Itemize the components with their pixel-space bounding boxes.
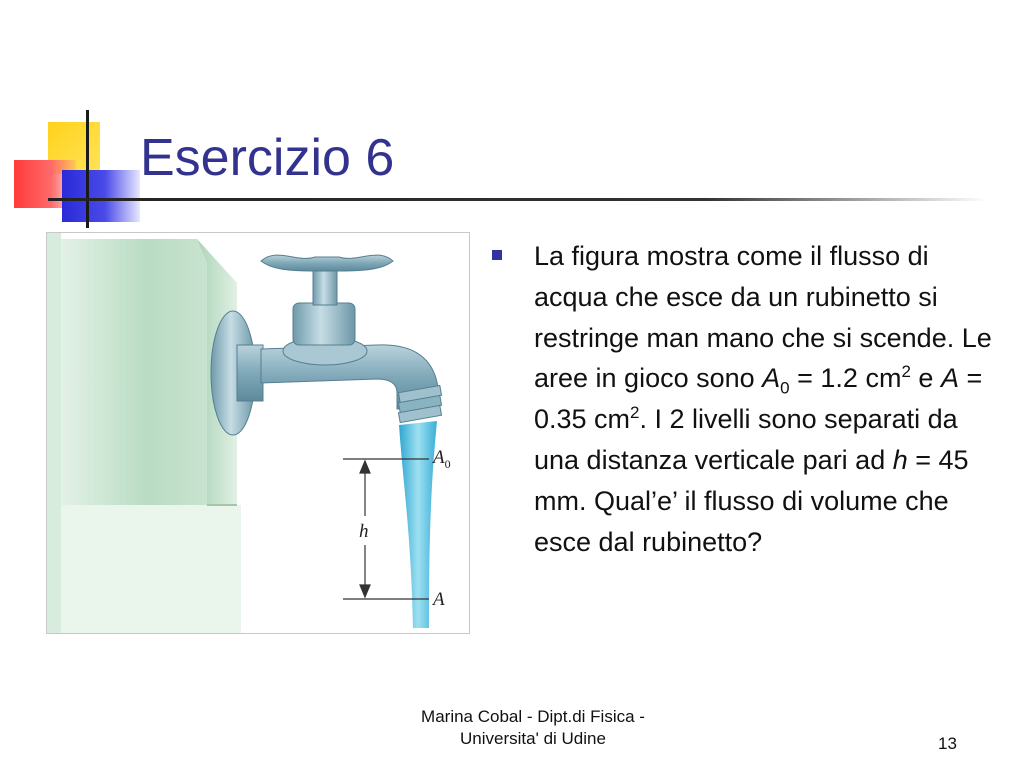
bullet-marker (492, 250, 502, 260)
wall (47, 233, 241, 633)
logo-squares (0, 0, 150, 230)
footer-author (388, 706, 678, 750)
blue-square (62, 170, 140, 222)
footer-line-1: Marina Cobal - Dipt.di Fisica - (421, 707, 645, 726)
page-number: 13 (938, 734, 957, 753)
label-a0: $A_0$ (433, 447, 451, 471)
faucet-illustration (47, 233, 469, 633)
water-stream (399, 421, 437, 628)
slide-title: Esercizio 6 (140, 129, 395, 187)
title-underline (48, 198, 988, 201)
faucet-body (261, 255, 442, 422)
exercise-text: La figura mostra come il flusso di acqua che esce da un rubinetto si restringe man mano che si scende. Le aree in gioco sono $A_0 = 1.2$ $cm^2$ e A = 0.35 $cm^2$. I 2 livelli sono separati da una distanza verticale pari ad h = 45 mm. Qual’e’ il flusso di volume che esce dal rubinetto? (534, 241, 992, 557)
label-h: h (359, 521, 369, 542)
vertical-line (86, 110, 89, 228)
label-a: A (433, 589, 445, 610)
faucet-flange (211, 311, 263, 435)
faucet-figure (46, 232, 470, 634)
footer-line-2: Universita' di Udine (460, 729, 606, 748)
